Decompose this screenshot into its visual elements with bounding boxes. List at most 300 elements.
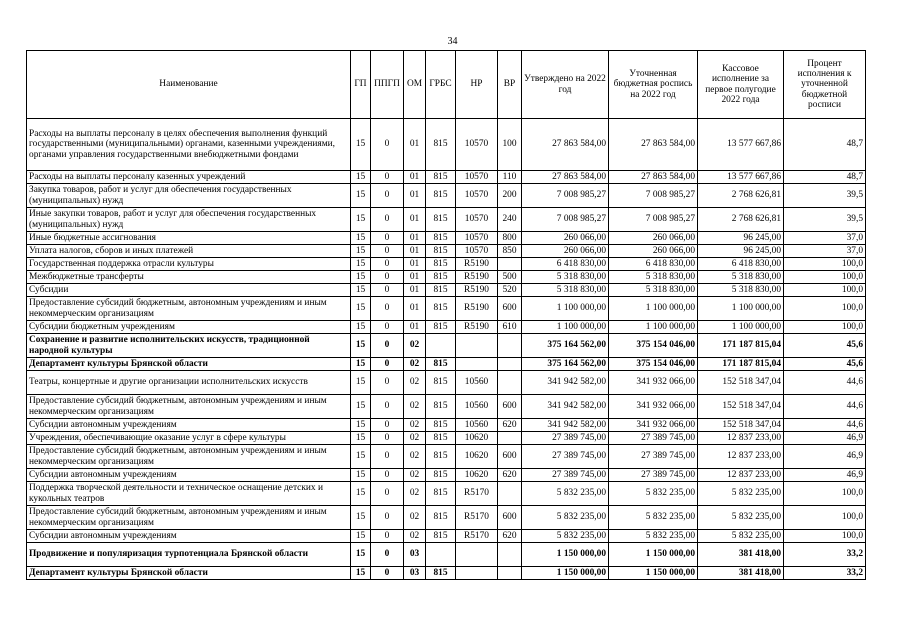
cell-percent: 44,6 <box>784 419 866 432</box>
cell-np: R5190 <box>456 258 498 271</box>
cell-refined: 341 932 066,00 <box>609 419 698 432</box>
cell-percent: 44,6 <box>784 371 866 395</box>
cell-grbs: 815 <box>426 271 456 284</box>
cell-om: 02 <box>404 445 426 469</box>
cell-name: Субсидии <box>27 284 351 297</box>
col-header-gp: ГП <box>351 51 371 119</box>
cell-om: 01 <box>404 119 426 171</box>
table-row <box>27 119 866 171</box>
cell-cash: 96 245,00 <box>698 232 784 245</box>
col-header-refined: Уточненная бюджетная роспись на 2022 год <box>609 51 698 119</box>
cell-vr: 500 <box>498 271 522 284</box>
cell-grbs: 815 <box>426 445 456 469</box>
cell-vr <box>498 543 522 567</box>
cell-om: 01 <box>404 297 426 321</box>
cell-np <box>456 334 498 358</box>
cell-cash: 5 318 830,00 <box>698 271 784 284</box>
cell-ppgp: 0 <box>371 119 404 171</box>
col-header-om: ОМ <box>404 51 426 119</box>
cell-grbs: 815 <box>426 506 456 530</box>
cell-name: Департамент культуры Брянской области <box>27 567 351 580</box>
cell-name: Учреждения, обеспечивающие оказание услуг в сфере культуры <box>27 432 351 445</box>
cell-gp: 15 <box>351 119 371 171</box>
cell-refined: 1 100 000,00 <box>609 297 698 321</box>
cell-name: Расходы на выплаты персоналу в целях обеспечения выполнения функций государственными (муниципальными) органами, казенными учреждениями, органами управления государственными внебюджетными фондами <box>27 119 351 171</box>
table-body <box>27 119 866 580</box>
cell-ppgp: 0 <box>371 445 404 469</box>
cell-gp: 15 <box>351 232 371 245</box>
table-row <box>27 530 866 543</box>
cell-om: 03 <box>404 543 426 567</box>
cell-gp: 15 <box>351 208 371 232</box>
cell-name: Иные бюджетные ассигнования <box>27 232 351 245</box>
cell-cash: 2 768 626,81 <box>698 184 784 208</box>
cell-percent: 44,6 <box>784 395 866 419</box>
cell-name: Межбюджетные трансферты <box>27 271 351 284</box>
cell-np: R5190 <box>456 321 498 334</box>
cell-om: 02 <box>404 371 426 395</box>
cell-np: R5190 <box>456 284 498 297</box>
cell-np: 10560 <box>456 419 498 432</box>
cell-grbs <box>426 334 456 358</box>
table-row <box>27 232 866 245</box>
table-row <box>27 171 866 184</box>
table-row <box>27 297 866 321</box>
cell-grbs: 815 <box>426 432 456 445</box>
cell-vr <box>498 358 522 371</box>
cell-ppgp: 0 <box>371 358 404 371</box>
cell-cash: 152 518 347,04 <box>698 395 784 419</box>
cell-vr: 110 <box>498 171 522 184</box>
cell-gp: 15 <box>351 469 371 482</box>
cell-vr: 620 <box>498 419 522 432</box>
cell-vr <box>498 371 522 395</box>
cell-ppgp: 0 <box>371 543 404 567</box>
cell-np: 10570 <box>456 232 498 245</box>
table-row <box>27 371 866 395</box>
cell-cash: 1 100 000,00 <box>698 297 784 321</box>
cell-percent: 45,6 <box>784 358 866 371</box>
cell-percent: 46,9 <box>784 469 866 482</box>
cell-grbs: 815 <box>426 321 456 334</box>
cell-cash: 152 518 347,04 <box>698 371 784 395</box>
cell-gp: 15 <box>351 321 371 334</box>
col-header-cash: Кассовое исполнение за первое полугодие 2022 года <box>698 51 784 119</box>
cell-cash: 381 418,00 <box>698 543 784 567</box>
cell-gp: 15 <box>351 358 371 371</box>
cell-approved: 27 863 584,00 <box>522 171 609 184</box>
cell-gp: 15 <box>351 419 371 432</box>
table-row <box>27 245 866 258</box>
cell-np <box>456 567 498 580</box>
cell-om: 03 <box>404 567 426 580</box>
cell-np: R5190 <box>456 271 498 284</box>
cell-grbs: 815 <box>426 567 456 580</box>
cell-approved: 1 100 000,00 <box>522 297 609 321</box>
cell-gp: 15 <box>351 258 371 271</box>
col-header-np: НР <box>456 51 498 119</box>
cell-vr <box>498 334 522 358</box>
cell-cash: 5 832 235,00 <box>698 482 784 506</box>
cell-refined: 1 150 000,00 <box>609 543 698 567</box>
cell-refined: 1 100 000,00 <box>609 321 698 334</box>
cell-percent: 46,9 <box>784 445 866 469</box>
cell-percent: 100,0 <box>784 258 866 271</box>
cell-ppgp: 0 <box>371 395 404 419</box>
cell-cash: 171 187 815,04 <box>698 358 784 371</box>
cell-np: 10570 <box>456 208 498 232</box>
cell-gp: 15 <box>351 543 371 567</box>
cell-grbs: 815 <box>426 371 456 395</box>
cell-approved: 1 150 000,00 <box>522 543 609 567</box>
table-row <box>27 567 866 580</box>
cell-grbs: 815 <box>426 232 456 245</box>
col-header-vr: ВР <box>498 51 522 119</box>
cell-np: R5170 <box>456 482 498 506</box>
cell-gp: 15 <box>351 245 371 258</box>
cell-percent: 100,0 <box>784 530 866 543</box>
cell-np: R5170 <box>456 530 498 543</box>
cell-np: 10620 <box>456 432 498 445</box>
cell-om: 02 <box>404 432 426 445</box>
cell-cash: 171 187 815,04 <box>698 334 784 358</box>
cell-ppgp: 0 <box>371 258 404 271</box>
cell-grbs <box>426 543 456 567</box>
cell-name: Предоставление субсидий бюджетным, автономным учреждениям и иным некоммерческим организациям <box>27 395 351 419</box>
cell-approved: 341 942 582,00 <box>522 395 609 419</box>
cell-om: 02 <box>404 482 426 506</box>
cell-gp: 15 <box>351 506 371 530</box>
cell-percent: 48,7 <box>784 171 866 184</box>
cell-approved: 5 318 830,00 <box>522 271 609 284</box>
cell-percent: 45,6 <box>784 334 866 358</box>
cell-percent: 33,2 <box>784 543 866 567</box>
cell-np: 10570 <box>456 171 498 184</box>
cell-np: R5190 <box>456 297 498 321</box>
cell-gp: 15 <box>351 482 371 506</box>
budget-execution-table <box>26 50 866 580</box>
col-header-grbs: ГРБС <box>426 51 456 119</box>
cell-ppgp: 0 <box>371 469 404 482</box>
table-row <box>27 432 866 445</box>
cell-refined: 7 008 985,27 <box>609 184 698 208</box>
table-row <box>27 482 866 506</box>
table-row <box>27 358 866 371</box>
cell-name: Предоставление субсидий бюджетным, автономным учреждениям и иным некоммерческим организациям <box>27 297 351 321</box>
page-number: 34 <box>447 36 458 47</box>
cell-om: 02 <box>404 358 426 371</box>
cell-grbs: 815 <box>426 171 456 184</box>
cell-name: Театры, концертные и другие организации исполнительских искусств <box>27 371 351 395</box>
cell-grbs: 815 <box>426 395 456 419</box>
cell-vr: 600 <box>498 395 522 419</box>
cell-vr: 800 <box>498 232 522 245</box>
cell-vr: 200 <box>498 184 522 208</box>
cell-ppgp: 0 <box>371 321 404 334</box>
cell-gp: 15 <box>351 395 371 419</box>
cell-approved: 375 164 562,00 <box>522 334 609 358</box>
cell-gp: 15 <box>351 171 371 184</box>
table-row <box>27 208 866 232</box>
cell-percent: 39,5 <box>784 208 866 232</box>
cell-gp: 15 <box>351 271 371 284</box>
cell-cash: 5 832 235,00 <box>698 530 784 543</box>
cell-refined: 27 863 584,00 <box>609 171 698 184</box>
cell-ppgp: 0 <box>371 184 404 208</box>
cell-vr: 240 <box>498 208 522 232</box>
cell-cash: 152 518 347,04 <box>698 419 784 432</box>
cell-grbs: 815 <box>426 284 456 297</box>
cell-percent: 100,0 <box>784 271 866 284</box>
cell-np: R5170 <box>456 506 498 530</box>
table-row <box>27 445 866 469</box>
cell-np <box>456 543 498 567</box>
cell-name: Субсидии автономным учреждениям <box>27 469 351 482</box>
cell-name: Продвижение и популяризация турпотенциала Брянской области <box>27 543 351 567</box>
cell-name: Иные закупки товаров, работ и услуг для обеспечения государственных (муниципальных) нужд <box>27 208 351 232</box>
cell-cash: 5 318 830,00 <box>698 284 784 297</box>
cell-refined: 260 066,00 <box>609 232 698 245</box>
cell-np: 10570 <box>456 245 498 258</box>
cell-grbs: 815 <box>426 208 456 232</box>
cell-om: 01 <box>404 232 426 245</box>
cell-om: 02 <box>404 419 426 432</box>
cell-vr: 620 <box>498 469 522 482</box>
cell-approved: 5 832 235,00 <box>522 506 609 530</box>
cell-grbs: 815 <box>426 184 456 208</box>
cell-om: 01 <box>404 284 426 297</box>
cell-vr: 600 <box>498 506 522 530</box>
col-header-percent: Процент исполнения к уточненной бюджетной росписи <box>784 51 866 119</box>
cell-vr <box>498 482 522 506</box>
cell-cash: 381 418,00 <box>698 567 784 580</box>
cell-percent: 33,2 <box>784 567 866 580</box>
cell-refined: 27 389 745,00 <box>609 432 698 445</box>
cell-np: 10570 <box>456 119 498 171</box>
col-header-ppgp: ППГП <box>371 51 404 119</box>
cell-vr: 850 <box>498 245 522 258</box>
table-row <box>27 543 866 567</box>
cell-vr: 520 <box>498 284 522 297</box>
cell-np: 10620 <box>456 469 498 482</box>
cell-vr: 100 <box>498 119 522 171</box>
cell-refined: 27 389 745,00 <box>609 469 698 482</box>
cell-np: 10560 <box>456 371 498 395</box>
cell-name: Предоставление субсидий бюджетным, автономным учреждениям и иным некоммерческим организациям <box>27 506 351 530</box>
table-row <box>27 469 866 482</box>
cell-vr: 610 <box>498 321 522 334</box>
cell-om: 02 <box>404 530 426 543</box>
cell-gp: 15 <box>351 371 371 395</box>
cell-om: 01 <box>404 321 426 334</box>
cell-approved: 260 066,00 <box>522 245 609 258</box>
table-header-row <box>27 51 866 119</box>
cell-vr: 600 <box>498 297 522 321</box>
cell-cash: 5 832 235,00 <box>698 506 784 530</box>
cell-gp: 15 <box>351 567 371 580</box>
table-row <box>27 334 866 358</box>
cell-cash: 12 837 233,00 <box>698 445 784 469</box>
cell-approved: 27 389 745,00 <box>522 432 609 445</box>
cell-vr <box>498 567 522 580</box>
cell-grbs: 815 <box>426 358 456 371</box>
cell-grbs: 815 <box>426 297 456 321</box>
cell-approved: 7 008 985,27 <box>522 208 609 232</box>
cell-percent: 100,0 <box>784 321 866 334</box>
cell-ppgp: 0 <box>371 208 404 232</box>
cell-vr: 600 <box>498 445 522 469</box>
cell-grbs: 815 <box>426 419 456 432</box>
cell-refined: 5 832 235,00 <box>609 482 698 506</box>
cell-refined: 260 066,00 <box>609 245 698 258</box>
cell-ppgp: 0 <box>371 334 404 358</box>
cell-grbs: 815 <box>426 119 456 171</box>
cell-gp: 15 <box>351 530 371 543</box>
cell-name: Сохранение и развитие исполнительских искусств, традиционной народной культуры <box>27 334 351 358</box>
cell-name: Уплата налогов, сборов и иных платежей <box>27 245 351 258</box>
cell-gp: 15 <box>351 284 371 297</box>
cell-grbs: 815 <box>426 530 456 543</box>
cell-ppgp: 0 <box>371 419 404 432</box>
cell-om: 01 <box>404 245 426 258</box>
cell-refined: 27 389 745,00 <box>609 445 698 469</box>
cell-ppgp: 0 <box>371 271 404 284</box>
cell-name: Субсидии автономным учреждениям <box>27 530 351 543</box>
cell-ppgp: 0 <box>371 432 404 445</box>
cell-cash: 2 768 626,81 <box>698 208 784 232</box>
cell-om: 02 <box>404 469 426 482</box>
cell-name: Закупка товаров, работ и услуг для обеспечения государственных (муниципальных) нужд <box>27 184 351 208</box>
cell-np: 10570 <box>456 184 498 208</box>
cell-approved: 1 150 000,00 <box>522 567 609 580</box>
cell-gp: 15 <box>351 445 371 469</box>
cell-ppgp: 0 <box>371 297 404 321</box>
cell-name: Департамент культуры Брянской области <box>27 358 351 371</box>
cell-refined: 375 154 046,00 <box>609 334 698 358</box>
col-header-name: Наименование <box>27 51 351 119</box>
cell-cash: 96 245,00 <box>698 245 784 258</box>
cell-cash: 13 577 667,86 <box>698 119 784 171</box>
cell-ppgp: 0 <box>371 232 404 245</box>
cell-refined: 1 150 000,00 <box>609 567 698 580</box>
table-row <box>27 395 866 419</box>
cell-refined: 7 008 985,27 <box>609 208 698 232</box>
cell-approved: 27 863 584,00 <box>522 119 609 171</box>
cell-om: 01 <box>404 171 426 184</box>
cell-refined: 5 832 235,00 <box>609 530 698 543</box>
cell-ppgp: 0 <box>371 284 404 297</box>
cell-np: 10560 <box>456 395 498 419</box>
cell-name: Поддержка творческой деятельности и техническое оснащение детских и кукольных театров <box>27 482 351 506</box>
cell-approved: 5 318 830,00 <box>522 284 609 297</box>
table-row <box>27 419 866 432</box>
table-row <box>27 506 866 530</box>
cell-approved: 27 389 745,00 <box>522 469 609 482</box>
cell-refined: 27 863 584,00 <box>609 119 698 171</box>
cell-vr <box>498 258 522 271</box>
cell-gp: 15 <box>351 334 371 358</box>
cell-np: 10620 <box>456 445 498 469</box>
cell-om: 02 <box>404 334 426 358</box>
cell-cash: 1 100 000,00 <box>698 321 784 334</box>
cell-refined: 5 318 830,00 <box>609 284 698 297</box>
cell-np <box>456 358 498 371</box>
cell-ppgp: 0 <box>371 530 404 543</box>
cell-percent: 100,0 <box>784 297 866 321</box>
cell-vr: 620 <box>498 530 522 543</box>
cell-om: 01 <box>404 271 426 284</box>
cell-refined: 5 318 830,00 <box>609 271 698 284</box>
cell-ppgp: 0 <box>371 482 404 506</box>
cell-cash: 13 577 667,86 <box>698 171 784 184</box>
table-row <box>27 184 866 208</box>
cell-om: 01 <box>404 184 426 208</box>
table-row <box>27 271 866 284</box>
cell-refined: 341 932 066,00 <box>609 395 698 419</box>
cell-name: Государственная поддержка отрасли культуры <box>27 258 351 271</box>
cell-approved: 27 389 745,00 <box>522 445 609 469</box>
cell-approved: 7 008 985,27 <box>522 184 609 208</box>
cell-name: Субсидии автономным учреждениям <box>27 419 351 432</box>
cell-ppgp: 0 <box>371 371 404 395</box>
table-row <box>27 284 866 297</box>
cell-refined: 5 832 235,00 <box>609 506 698 530</box>
cell-approved: 341 942 582,00 <box>522 371 609 395</box>
cell-om: 02 <box>404 395 426 419</box>
cell-name: Субсидии бюджетным учреждениям <box>27 321 351 334</box>
cell-approved: 5 832 235,00 <box>522 530 609 543</box>
cell-percent: 46,9 <box>784 432 866 445</box>
cell-percent: 100,0 <box>784 482 866 506</box>
cell-approved: 5 832 235,00 <box>522 482 609 506</box>
cell-approved: 1 100 000,00 <box>522 321 609 334</box>
cell-ppgp: 0 <box>371 245 404 258</box>
cell-om: 01 <box>404 258 426 271</box>
cell-name: Расходы на выплаты персоналу казенных учреждений <box>27 171 351 184</box>
cell-percent: 39,5 <box>784 184 866 208</box>
cell-grbs: 815 <box>426 482 456 506</box>
cell-ppgp: 0 <box>371 567 404 580</box>
cell-gp: 15 <box>351 432 371 445</box>
cell-refined: 375 154 046,00 <box>609 358 698 371</box>
cell-om: 01 <box>404 208 426 232</box>
cell-gp: 15 <box>351 184 371 208</box>
cell-om: 02 <box>404 506 426 530</box>
cell-cash: 6 418 830,00 <box>698 258 784 271</box>
cell-name: Предоставление субсидий бюджетным, автономным учреждениям и иным некоммерческим организациям <box>27 445 351 469</box>
cell-ppgp: 0 <box>371 506 404 530</box>
table-row <box>27 258 866 271</box>
cell-approved: 341 942 582,00 <box>522 419 609 432</box>
cell-percent: 37,0 <box>784 232 866 245</box>
cell-percent: 100,0 <box>784 506 866 530</box>
cell-percent: 100,0 <box>784 284 866 297</box>
col-header-approved: Утверждено на 2022 год <box>522 51 609 119</box>
cell-percent: 37,0 <box>784 245 866 258</box>
cell-grbs: 815 <box>426 469 456 482</box>
table-row <box>27 321 866 334</box>
cell-ppgp: 0 <box>371 171 404 184</box>
cell-grbs: 815 <box>426 245 456 258</box>
cell-vr <box>498 432 522 445</box>
cell-approved: 260 066,00 <box>522 232 609 245</box>
cell-cash: 12 837 233,00 <box>698 469 784 482</box>
cell-approved: 6 418 830,00 <box>522 258 609 271</box>
cell-refined: 6 418 830,00 <box>609 258 698 271</box>
cell-percent: 48,7 <box>784 119 866 171</box>
cell-refined: 341 932 066,00 <box>609 371 698 395</box>
cell-gp: 15 <box>351 297 371 321</box>
